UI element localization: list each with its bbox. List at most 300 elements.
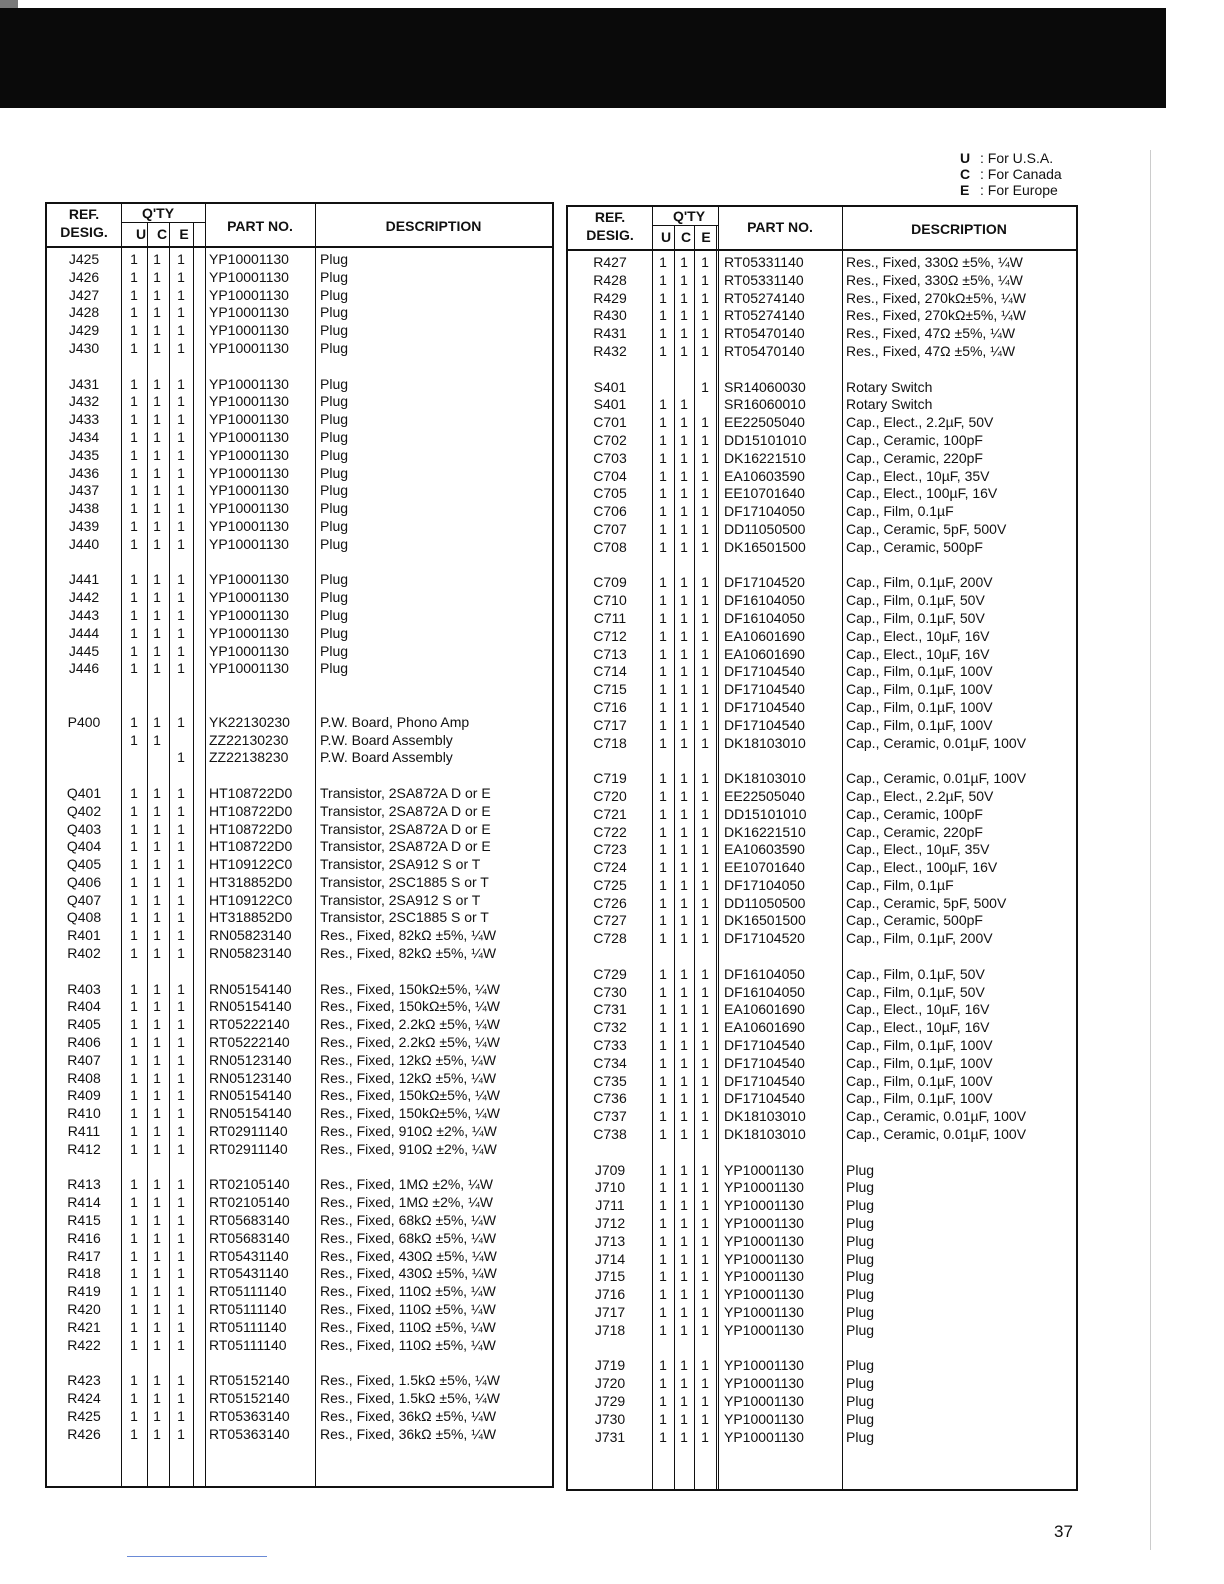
description: Cap., Ceramic, 5pF, 500V xyxy=(846,894,1007,911)
ref-desig: C723 xyxy=(593,841,627,858)
qty-u: 1 xyxy=(130,1051,138,1068)
ref-desig: C728 xyxy=(593,930,627,947)
ref-desig: R431 xyxy=(593,325,627,342)
qty-c: 1 xyxy=(153,571,161,588)
part-no: RT05274140 xyxy=(724,307,805,324)
part-no: YP10001130 xyxy=(724,1286,804,1303)
ref-desig: C702 xyxy=(593,431,627,448)
qty-c: 1 xyxy=(680,805,688,822)
table-row xyxy=(568,1286,1076,1304)
table-row xyxy=(47,482,552,500)
qty-u: 1 xyxy=(659,1428,667,1445)
table-row xyxy=(568,1340,1076,1358)
qty-c: 1 xyxy=(680,574,688,591)
table-row xyxy=(568,663,1076,681)
part-no: HT109122C0 xyxy=(209,891,293,908)
part-no: HT108722D0 xyxy=(209,784,293,801)
part-no: DK16501500 xyxy=(724,538,806,555)
qty-c: 1 xyxy=(153,927,161,944)
ref-desig: S401 xyxy=(593,378,627,395)
qty-e: 1 xyxy=(701,1001,709,1018)
ref-desig: Q407 xyxy=(66,891,102,908)
part-no: RT05683140 xyxy=(209,1229,290,1246)
qty-u: 1 xyxy=(659,823,667,840)
part-no: DF17104540 xyxy=(724,716,805,733)
qty-e: 1 xyxy=(701,1215,709,1232)
description: Plug xyxy=(846,1268,875,1285)
qty-c: 1 xyxy=(680,1019,688,1036)
qty-c: 1 xyxy=(153,1318,161,1335)
description: Cap., Elect., 10µF, 16V xyxy=(846,645,990,662)
qty-u: 1 xyxy=(130,927,138,944)
description: Plug xyxy=(320,251,349,267)
qty-c: 1 xyxy=(153,268,161,285)
qty-u: 1 xyxy=(659,1215,667,1232)
qty-c: 1 xyxy=(153,1283,161,1300)
ref-desig: C727 xyxy=(593,912,627,929)
qty-e: 1 xyxy=(177,286,185,303)
ref-desig: R404 xyxy=(67,998,101,1015)
description: Plug xyxy=(320,393,349,410)
description: Res., Fixed, 68kΩ ±5%, ¼W xyxy=(320,1229,497,1246)
ref-desig: J729 xyxy=(594,1393,626,1409)
region-legend xyxy=(960,150,1062,198)
description: Res., Fixed, 12kΩ ±5%, ¼W xyxy=(320,1069,497,1086)
header-u: U xyxy=(660,229,672,245)
description: Plug xyxy=(846,1357,875,1374)
qty-c: 1 xyxy=(153,1016,161,1033)
part-no: RT05431140 xyxy=(209,1265,289,1282)
table-row xyxy=(47,287,552,305)
table-row xyxy=(568,1304,1076,1322)
part-no: RT05111140 xyxy=(209,1283,287,1300)
part-no: SR14060030 xyxy=(724,378,806,395)
qty-u: 1 xyxy=(130,891,138,908)
qty-u: 1 xyxy=(659,1179,667,1196)
description: Plug xyxy=(320,624,349,641)
description: Plug xyxy=(846,1321,875,1338)
header-desc: DESCRIPTION xyxy=(385,218,482,234)
qty-c: 1 xyxy=(153,731,161,748)
description: Cap., Film, 0.1µF, 100V xyxy=(846,1072,993,1089)
ref-desig: R405 xyxy=(67,1016,101,1033)
header-bar xyxy=(0,8,1166,108)
part-no: HT318852D0 xyxy=(209,873,293,890)
table-row xyxy=(47,554,552,572)
part-no: RT02105140 xyxy=(209,1176,290,1193)
ref-desig: R406 xyxy=(67,1034,101,1051)
ref-desig: C725 xyxy=(593,876,627,893)
description: Plug xyxy=(846,1428,875,1445)
qty-e: 1 xyxy=(701,503,709,520)
qty-c: 1 xyxy=(680,1215,688,1232)
legend-e: E : For Europe xyxy=(960,182,1058,198)
table-row xyxy=(47,1426,552,1444)
description: Cap., Film, 0.1µF, 100V xyxy=(846,716,993,733)
part-no: RT05431140 xyxy=(209,1247,289,1264)
part-no: YP10001130 xyxy=(724,1268,804,1285)
part-no: HT108722D0 xyxy=(209,820,293,837)
qty-e: 1 xyxy=(701,1250,709,1267)
qty-u: 1 xyxy=(659,1197,667,1214)
qty-c: 1 xyxy=(680,930,688,947)
description: Res., Fixed, 150kΩ±5%, ¼W xyxy=(320,980,500,997)
qty-u: 1 xyxy=(659,538,667,555)
qty-e: 1 xyxy=(177,428,185,445)
part-no: RT02911140 xyxy=(209,1123,288,1140)
qty-u: 1 xyxy=(659,1161,667,1178)
qty-u: 1 xyxy=(130,998,138,1015)
description: Res., Fixed, 110Ω ±5%, ¼W xyxy=(320,1318,496,1335)
table-row xyxy=(568,1233,1076,1251)
description: Transistor, 2SA872A D or E xyxy=(320,784,491,801)
table-row xyxy=(568,1411,1076,1429)
description: Cap., Film, 0.1µF, 100V xyxy=(846,663,993,680)
table-row xyxy=(568,1037,1076,1055)
ref-desig: Q404 xyxy=(66,838,102,855)
qty-e: 1 xyxy=(177,980,185,997)
qty-e: 1 xyxy=(177,838,185,855)
header-c: C xyxy=(680,229,692,245)
table-row xyxy=(47,1390,552,1408)
ref-desig: R418 xyxy=(67,1265,101,1282)
part-no: DK16501500 xyxy=(724,912,806,929)
header-qty: Q'TY xyxy=(672,208,706,224)
ref-desig: C721 xyxy=(593,805,627,822)
description: Cap., Elect., 10µF, 35V xyxy=(846,467,990,484)
table-row xyxy=(47,714,552,732)
part-no: EA10601690 xyxy=(724,1019,805,1036)
table-row xyxy=(47,660,552,678)
table-row xyxy=(47,732,552,750)
qty-c: 1 xyxy=(680,627,688,644)
table-row xyxy=(568,450,1076,468)
table-row xyxy=(568,699,1076,717)
description: Cap., Elect., 100µF, 16V xyxy=(846,485,998,502)
qty-e: 1 xyxy=(701,627,709,644)
table-row xyxy=(47,874,552,892)
table-row xyxy=(47,1052,552,1070)
qty-e: 1 xyxy=(177,749,185,766)
table-row xyxy=(47,1016,552,1034)
part-no: DF16104050 xyxy=(724,592,805,609)
ref-desig: C729 xyxy=(593,965,627,982)
qty-u: 1 xyxy=(659,645,667,662)
qty-c: 1 xyxy=(680,645,688,662)
description: Cap., Elect., 10µF, 16V xyxy=(846,1019,990,1036)
description: Cap., Ceramic, 500pF xyxy=(846,538,983,555)
description: Res., Fixed, 47Ω ±5%, ¼W xyxy=(846,325,1016,342)
qty-u: 1 xyxy=(659,734,667,751)
description: Cap., Elect., 2.2µF, 50V xyxy=(846,787,994,804)
qty-c: 1 xyxy=(680,289,688,306)
description: Res., Fixed, 36kΩ ±5%, ¼W xyxy=(320,1425,497,1442)
qty-c: 1 xyxy=(153,909,161,926)
qty-u: 1 xyxy=(659,912,667,929)
qty-u: 1 xyxy=(130,1390,138,1406)
qty-e: 1 xyxy=(177,891,185,908)
table-row xyxy=(47,251,552,269)
qty-u: 1 xyxy=(130,642,138,659)
table-row xyxy=(568,485,1076,503)
qty-u: 1 xyxy=(659,254,667,270)
part-no: YP10001130 xyxy=(724,1197,804,1214)
qty-e: 1 xyxy=(177,1176,185,1193)
description: Plug xyxy=(320,535,349,552)
table-row xyxy=(47,767,552,785)
description: Plug xyxy=(320,660,349,677)
ref-desig: J445 xyxy=(68,642,100,659)
qty-e: 1 xyxy=(701,1108,709,1125)
description: Res., Fixed, 2.2kΩ ±5%, ¼W xyxy=(320,1034,500,1051)
qty-u: 1 xyxy=(659,1090,667,1107)
qty-u: 1 xyxy=(659,503,667,520)
part-no: YP10001130 xyxy=(209,375,289,392)
table-row xyxy=(568,468,1076,486)
description: Res., Fixed, 110Ω ±5%, ¼W xyxy=(320,1336,496,1353)
ref-desig: J730 xyxy=(594,1410,626,1427)
table-row xyxy=(47,304,552,322)
qty-c: 1 xyxy=(680,1197,688,1214)
qty-c: 1 xyxy=(153,838,161,855)
qty-e: 1 xyxy=(701,449,709,466)
table-row xyxy=(47,1034,552,1052)
part-no: DF16104050 xyxy=(724,609,805,626)
ref-desig: C716 xyxy=(593,698,627,715)
table-row xyxy=(568,610,1076,628)
ref-desig: Q402 xyxy=(66,802,102,819)
ref-desig: R430 xyxy=(593,307,627,324)
rows-left xyxy=(47,251,552,1443)
description: Cap., Ceramic, 220pF xyxy=(846,449,983,466)
qty-e: 1 xyxy=(701,912,709,929)
table-row xyxy=(568,1393,1076,1411)
ref-desig: C726 xyxy=(593,894,627,911)
description: Cap., Ceramic, 5pF, 500V xyxy=(846,520,1007,537)
table-row xyxy=(568,770,1076,788)
part-no: YP10001130 xyxy=(209,411,289,428)
qty-c: 1 xyxy=(680,271,688,288)
table-row xyxy=(47,518,552,536)
qty-u: 1 xyxy=(659,485,667,502)
qty-u: 1 xyxy=(659,805,667,822)
qty-u: 1 xyxy=(130,339,138,356)
ref-desig: J441 xyxy=(68,571,100,588)
part-no: DF16104050 xyxy=(724,965,805,982)
part-no: SR16060010 xyxy=(724,396,806,413)
part-no: RT02105140 xyxy=(209,1194,290,1211)
qty-u: 1 xyxy=(130,1176,138,1193)
qty-c: 1 xyxy=(680,698,688,715)
qty-c: 1 xyxy=(153,606,161,623)
qty-e: 1 xyxy=(701,485,709,502)
qty-c: 1 xyxy=(153,998,161,1015)
qty-u: 1 xyxy=(130,1087,138,1104)
part-no: DD11050500 xyxy=(724,894,806,911)
description: Plug xyxy=(846,1375,875,1392)
part-no: HT108722D0 xyxy=(209,838,293,855)
qty-u: 1 xyxy=(130,464,138,481)
qty-c: 1 xyxy=(153,945,161,962)
ref-desig: J444 xyxy=(68,624,100,641)
qty-e: 1 xyxy=(701,1161,709,1178)
qty-e: 1 xyxy=(177,589,185,606)
description: Cap., Ceramic, 500pF xyxy=(846,912,983,929)
part-no: RN05823140 xyxy=(209,945,292,962)
qty-e: 1 xyxy=(701,1393,709,1409)
part-no: YP10001130 xyxy=(724,1215,804,1232)
description: Res., Fixed, 330Ω ±5%, ¼W xyxy=(846,271,1023,288)
qty-e: 1 xyxy=(177,1087,185,1104)
qty-c: 1 xyxy=(153,624,161,641)
qty-e: 1 xyxy=(701,325,709,342)
table-row xyxy=(47,1248,552,1266)
table-row xyxy=(47,803,552,821)
table-row xyxy=(47,269,552,287)
qty-e: 1 xyxy=(701,592,709,609)
qty-c: 1 xyxy=(153,873,161,890)
description: Plug xyxy=(320,428,349,445)
qty-u: 1 xyxy=(659,770,667,787)
part-no: RT05111140 xyxy=(209,1301,287,1318)
qty-e: 1 xyxy=(701,538,709,555)
qty-u: 1 xyxy=(659,1037,667,1054)
table-row xyxy=(568,396,1076,414)
qty-c: 1 xyxy=(680,716,688,733)
parts-table-left xyxy=(45,202,554,1488)
qty-u: 1 xyxy=(659,449,667,466)
ref-desig: J431 xyxy=(68,375,100,392)
qty-e: 1 xyxy=(177,856,185,873)
qty-u: 1 xyxy=(130,784,138,801)
qty-c: 1 xyxy=(680,1268,688,1285)
qty-e: 1 xyxy=(177,1265,185,1282)
part-no: YP10001130 xyxy=(209,589,289,606)
description: Cap., Film, 0.1µF, 200V xyxy=(846,574,993,591)
qty-e: 1 xyxy=(177,713,185,730)
description: Res., Fixed, 110Ω ±5%, ¼W xyxy=(320,1301,496,1318)
description: Plug xyxy=(320,482,349,499)
qty-u: 1 xyxy=(659,930,667,947)
qty-e: 1 xyxy=(701,520,709,537)
part-no: YP10001130 xyxy=(724,1304,804,1321)
ref-desig: R429 xyxy=(593,289,627,306)
table-row xyxy=(568,343,1076,361)
part-no: RT05470140 xyxy=(724,325,805,342)
qty-e: 1 xyxy=(177,1247,185,1264)
table-row xyxy=(568,432,1076,450)
part-no: RT05470140 xyxy=(724,342,805,359)
qty-c: 1 xyxy=(153,375,161,392)
table-row xyxy=(47,1337,552,1355)
qty-c: 1 xyxy=(153,1176,161,1193)
qty-c: 1 xyxy=(153,1336,161,1353)
ref-desig: C705 xyxy=(593,485,627,502)
description: Cap., Film, 0.1µF, 100V xyxy=(846,698,993,715)
table-row xyxy=(568,735,1076,753)
description: Transistor, 2SA872A D or E xyxy=(320,838,491,855)
table-row xyxy=(47,749,552,767)
qty-c: 1 xyxy=(680,342,688,359)
table-row xyxy=(47,643,552,661)
qty-e: 1 xyxy=(701,770,709,787)
part-no: YP10001130 xyxy=(209,624,289,641)
qty-e: 1 xyxy=(177,606,185,623)
ref-desig: R428 xyxy=(593,271,627,288)
qty-u: 1 xyxy=(130,1123,138,1140)
description: Plug xyxy=(846,1197,875,1214)
rows-right xyxy=(568,254,1076,1446)
ref-desig: C717 xyxy=(593,716,627,733)
table-row xyxy=(568,1251,1076,1269)
part-no: EA10601690 xyxy=(724,627,805,644)
part-no: RT05274140 xyxy=(724,289,805,306)
table-row xyxy=(568,539,1076,557)
table-row xyxy=(47,589,552,607)
qty-u: 1 xyxy=(659,698,667,715)
qty-u: 1 xyxy=(659,1126,667,1143)
part-no: YP10001130 xyxy=(209,517,289,534)
ref-desig: J437 xyxy=(68,482,100,499)
description: Cap., Ceramic, 220pF xyxy=(846,823,983,840)
table-row xyxy=(568,1322,1076,1340)
description: Cap., Film, 0.1µF, 50V xyxy=(846,983,985,1000)
table-row xyxy=(47,447,552,465)
description: Cap., Film, 0.1µF xyxy=(846,876,954,893)
qty-e: 1 xyxy=(177,1301,185,1318)
qty-e: 1 xyxy=(701,894,709,911)
ref-desig: J711 xyxy=(595,1197,625,1214)
table-row xyxy=(47,945,552,963)
description: Cap., Ceramic, 100pF xyxy=(846,805,983,822)
part-no: DF16104050 xyxy=(724,983,805,1000)
ref-desig: C736 xyxy=(593,1090,627,1107)
part-no: RT05363140 xyxy=(209,1425,290,1442)
part-no: EE22505040 xyxy=(724,787,805,804)
qty-u: 1 xyxy=(130,660,138,677)
qty-e: 1 xyxy=(701,1126,709,1143)
header-desig: DESIG. xyxy=(586,227,634,243)
qty-e: 1 xyxy=(701,859,709,876)
qty-c: 1 xyxy=(153,411,161,428)
qty-u: 1 xyxy=(130,1318,138,1335)
qty-u: 1 xyxy=(659,431,667,448)
qty-u: 1 xyxy=(659,342,667,359)
description: Plug xyxy=(846,1250,875,1267)
qty-u: 1 xyxy=(130,393,138,410)
ref-desig: J427 xyxy=(68,286,100,303)
description: Res., Fixed, 1.5kΩ ±5%, ¼W xyxy=(320,1390,500,1406)
ref-desig: R426 xyxy=(67,1425,101,1442)
table-row xyxy=(568,912,1076,930)
qty-c: 1 xyxy=(153,1087,161,1104)
qty-e: 1 xyxy=(177,642,185,659)
description: Res., Fixed, 47Ω ±5%, ¼W xyxy=(846,342,1016,359)
qty-u: 1 xyxy=(130,856,138,873)
header-c: C xyxy=(156,226,168,242)
qty-u: 1 xyxy=(130,1247,138,1264)
qty-c: 1 xyxy=(153,393,161,410)
part-no: YP10001130 xyxy=(209,446,289,463)
part-no: DF17104050 xyxy=(724,503,805,520)
header-ref: REF. xyxy=(594,209,626,225)
header-qty: Q'TY xyxy=(141,205,175,221)
qty-e: 1 xyxy=(701,1072,709,1089)
description: Res., Fixed, 1MΩ ±2%, ¼W xyxy=(320,1176,493,1193)
qty-c: 1 xyxy=(680,307,688,324)
qty-u: 1 xyxy=(130,713,138,730)
ref-desig: R412 xyxy=(67,1140,101,1157)
